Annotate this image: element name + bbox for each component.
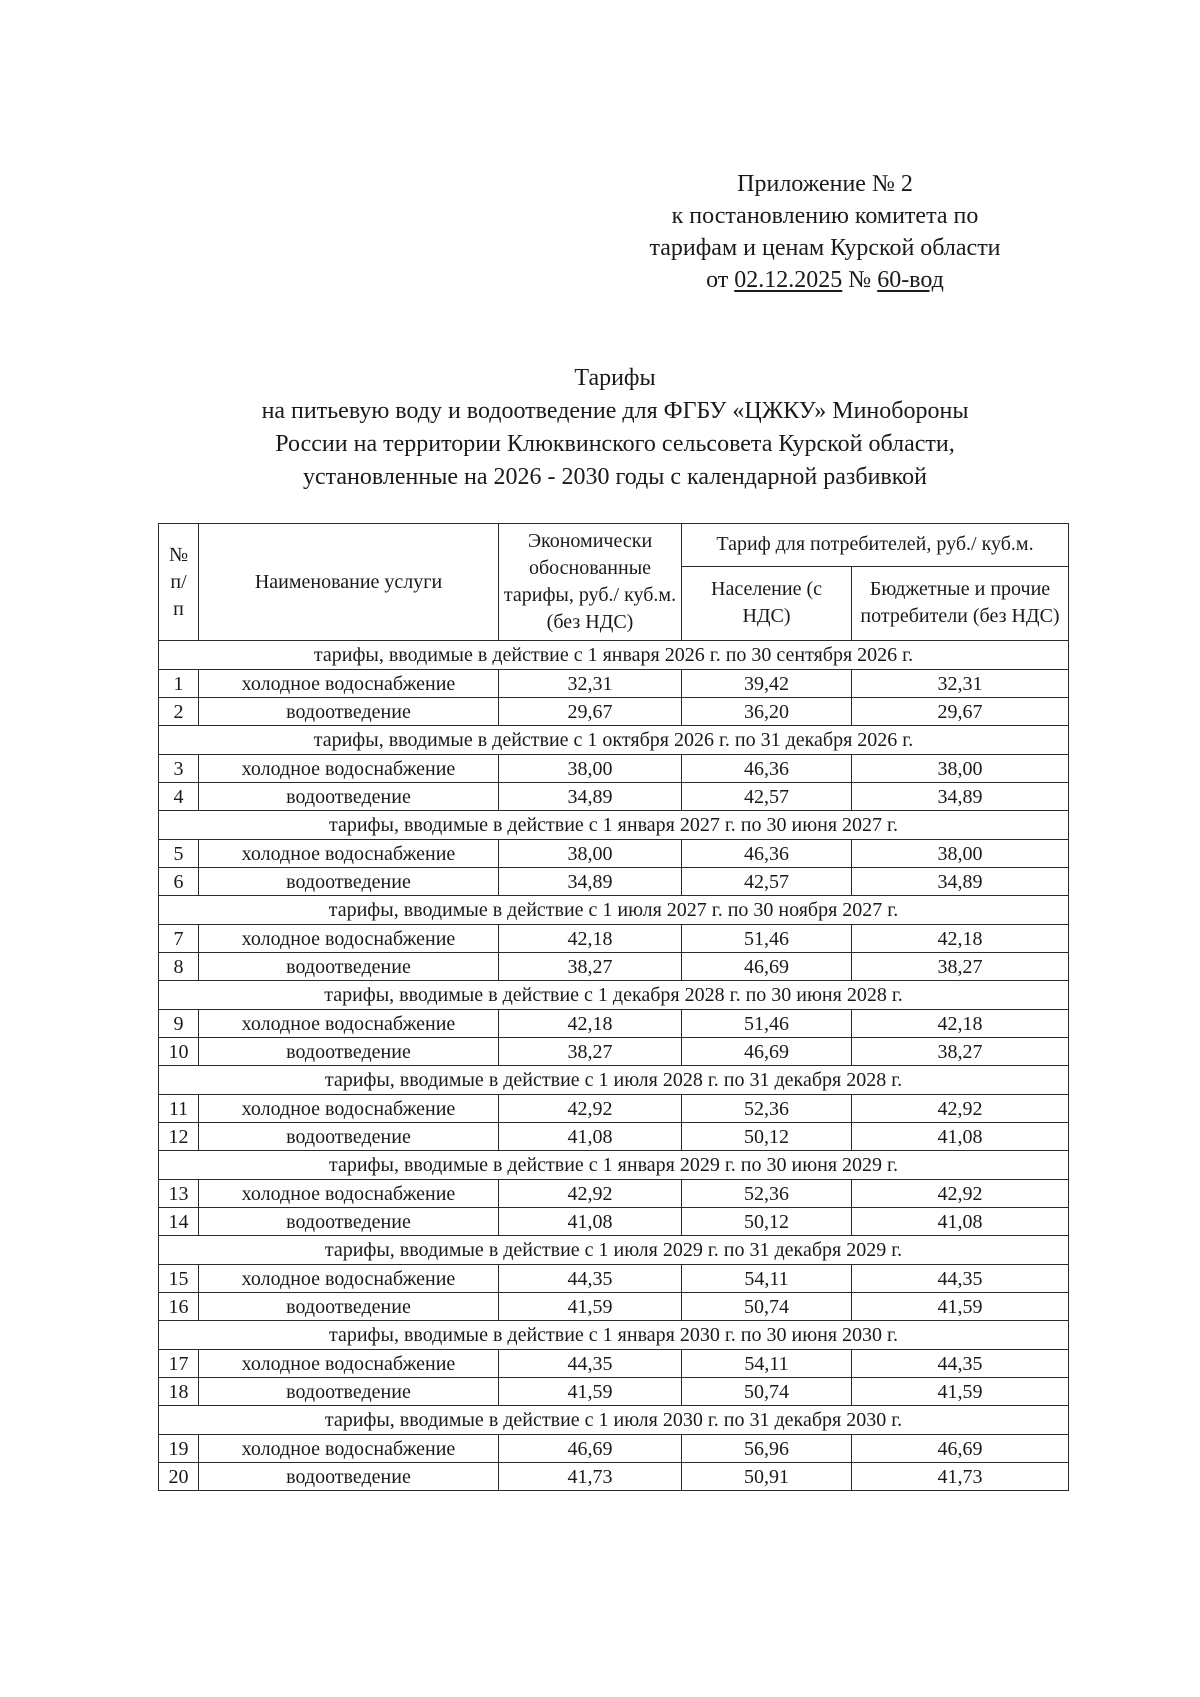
- service-name: холодное водоснабжение: [199, 670, 499, 698]
- service-name: холодное водоснабжение: [199, 1180, 499, 1208]
- period-row: [159, 1406, 1069, 1435]
- period-row: [159, 1236, 1069, 1265]
- budget-tariff-value: 42,92: [852, 1180, 1069, 1208]
- population-tariff-value: 42,57: [682, 868, 852, 896]
- period-row: [159, 1151, 1069, 1180]
- economic-tariff-value: 42,92: [499, 1180, 682, 1208]
- economic-tariff-value: 42,18: [499, 1010, 682, 1038]
- service-name: водоотведение: [199, 698, 499, 726]
- service-name: холодное водоснабжение: [199, 1095, 499, 1123]
- period-row: [159, 1066, 1069, 1095]
- economic-tariff-value: 46,69: [499, 1435, 682, 1463]
- row-number: 16: [159, 1293, 199, 1321]
- row-number: 2: [159, 698, 199, 726]
- row-number: 10: [159, 1038, 199, 1066]
- population-tariff-value: 56,96: [682, 1435, 852, 1463]
- table-row: [159, 1378, 1069, 1406]
- economic-tariff-value: 41,73: [499, 1463, 682, 1491]
- population-tariff-value: 50,91: [682, 1463, 852, 1491]
- appendix-committee-line: тарифам и ценам Курской области: [649, 235, 1001, 261]
- population-tariff-value: 46,69: [682, 953, 852, 981]
- service-name: водоотведение: [199, 1038, 499, 1066]
- header-consumer-tariff: Тариф для потребителей, руб./ куб.м.: [682, 524, 1069, 567]
- table-row: [159, 1350, 1069, 1378]
- service-name: холодное водоснабжение: [199, 1435, 499, 1463]
- budget-tariff-value: 32,31: [852, 670, 1069, 698]
- economic-tariff-value: 38,27: [499, 1038, 682, 1066]
- budget-tariff-value: 41,08: [852, 1123, 1069, 1151]
- service-name: водоотведение: [199, 868, 499, 896]
- period-label: тарифы, вводимые в действие с 1 июля 2027 г. по 30 ноября 2027 г.: [159, 896, 1069, 925]
- period-label: тарифы, вводимые в действие с 1 декабря 2028 г. по 30 июня 2028 г.: [159, 981, 1069, 1010]
- header-budget-consumers: Бюджетные и прочие потребители (без НДС): [852, 566, 1069, 640]
- service-name: водоотведение: [199, 1208, 499, 1236]
- budget-tariff-value: 29,67: [852, 698, 1069, 726]
- table-row: [159, 1095, 1069, 1123]
- appendix-title: Приложение № 2: [737, 171, 913, 197]
- population-tariff-value: 50,74: [682, 1293, 852, 1321]
- population-tariff-value: 52,36: [682, 1180, 852, 1208]
- title-line-3: России на территории Клюквинского сельсовета Курской области,: [275, 431, 955, 457]
- appendix-header: [590, 168, 1060, 296]
- budget-tariff-value: 44,35: [852, 1265, 1069, 1293]
- economic-tariff-value: 41,59: [499, 1378, 682, 1406]
- period-label: тарифы, вводимые в действие с 1 января 2027 г. по 30 июня 2027 г.: [159, 811, 1069, 840]
- population-tariff-value: 50,74: [682, 1378, 852, 1406]
- table-row: [159, 953, 1069, 981]
- table-row: [159, 1293, 1069, 1321]
- economic-tariff-value: 38,00: [499, 755, 682, 783]
- table-row: [159, 925, 1069, 953]
- budget-tariff-value: 34,89: [852, 783, 1069, 811]
- table-row: [159, 1010, 1069, 1038]
- service-name: водоотведение: [199, 783, 499, 811]
- population-tariff-value: 51,46: [682, 1010, 852, 1038]
- budget-tariff-value: 46,69: [852, 1435, 1069, 1463]
- economic-tariff-value: 42,92: [499, 1095, 682, 1123]
- population-tariff-value: 50,12: [682, 1123, 852, 1151]
- period-row: [159, 896, 1069, 925]
- row-number: 19: [159, 1435, 199, 1463]
- table-row: [159, 755, 1069, 783]
- economic-tariff-value: 32,31: [499, 670, 682, 698]
- row-number: 5: [159, 840, 199, 868]
- table-row: [159, 1435, 1069, 1463]
- period-row: [159, 981, 1069, 1010]
- service-name: водоотведение: [199, 1123, 499, 1151]
- row-number: 15: [159, 1265, 199, 1293]
- table-row: [159, 1123, 1069, 1151]
- table-row: [159, 1038, 1069, 1066]
- service-name: водоотведение: [199, 1463, 499, 1491]
- economic-tariff-value: 42,18: [499, 925, 682, 953]
- row-number: 17: [159, 1350, 199, 1378]
- budget-tariff-value: 41,08: [852, 1208, 1069, 1236]
- row-number: 7: [159, 925, 199, 953]
- population-tariff-value: 46,36: [682, 755, 852, 783]
- economic-tariff-value: 44,35: [499, 1350, 682, 1378]
- service-name: холодное водоснабжение: [199, 1010, 499, 1038]
- budget-tariff-value: 38,27: [852, 1038, 1069, 1066]
- budget-tariff-value: 42,18: [852, 925, 1069, 953]
- row-number: 3: [159, 755, 199, 783]
- service-name: холодное водоснабжение: [199, 840, 499, 868]
- date-prefix: от: [706, 267, 729, 293]
- population-tariff-value: 50,12: [682, 1208, 852, 1236]
- period-label: тарифы, вводимые в действие с 1 января 2029 г. по 30 июня 2029 г.: [159, 1151, 1069, 1180]
- budget-tariff-value: 41,73: [852, 1463, 1069, 1491]
- period-row: [159, 641, 1069, 670]
- population-tariff-value: 46,36: [682, 840, 852, 868]
- table-row: [159, 783, 1069, 811]
- period-label: тарифы, вводимые в действие с 1 января 2026 г. по 30 сентября 2026 г.: [159, 641, 1069, 670]
- row-number: 13: [159, 1180, 199, 1208]
- row-number: 11: [159, 1095, 199, 1123]
- resolution-number: 60-вод: [877, 267, 944, 293]
- row-number: 20: [159, 1463, 199, 1491]
- economic-tariff-value: 44,35: [499, 1265, 682, 1293]
- population-tariff-value: 46,69: [682, 1038, 852, 1066]
- period-label: тарифы, вводимые в действие с 1 октября 2026 г. по 31 декабря 2026 г.: [159, 726, 1069, 755]
- tariffs-table-header: [159, 524, 1069, 641]
- economic-tariff-value: 41,08: [499, 1123, 682, 1151]
- table-row: [159, 698, 1069, 726]
- table-row: [159, 1463, 1069, 1491]
- row-number: 12: [159, 1123, 199, 1151]
- budget-tariff-value: 42,18: [852, 1010, 1069, 1038]
- table-row: [159, 670, 1069, 698]
- budget-tariff-value: 38,27: [852, 953, 1069, 981]
- economic-tariff-value: 34,89: [499, 783, 682, 811]
- table-row: [159, 1265, 1069, 1293]
- economic-tariff-value: 34,89: [499, 868, 682, 896]
- header-economic-tariff: Экономически обоснованные тарифы, руб./ куб.м. (без НДС): [499, 524, 682, 641]
- period-row: [159, 726, 1069, 755]
- budget-tariff-value: 42,92: [852, 1095, 1069, 1123]
- document-title: [150, 362, 1080, 494]
- period-row: [159, 1321, 1069, 1350]
- row-number: 18: [159, 1378, 199, 1406]
- budget-tariff-value: 44,35: [852, 1350, 1069, 1378]
- population-tariff-value: 42,57: [682, 783, 852, 811]
- table-row: [159, 1180, 1069, 1208]
- economic-tariff-value: 41,59: [499, 1293, 682, 1321]
- period-label: тарифы, вводимые в действие с 1 июля 2030 г. по 31 декабря 2030 г.: [159, 1406, 1069, 1435]
- period-label: тарифы, вводимые в действие с 1 июля 2028 г. по 31 декабря 2028 г.: [159, 1066, 1069, 1095]
- row-number: 1: [159, 670, 199, 698]
- population-tariff-value: 52,36: [682, 1095, 852, 1123]
- economic-tariff-value: 38,27: [499, 953, 682, 981]
- period-label: тарифы, вводимые в действие с 1 января 2030 г. по 30 июня 2030 г.: [159, 1321, 1069, 1350]
- economic-tariff-value: 38,00: [499, 840, 682, 868]
- table-row: [159, 1208, 1069, 1236]
- number-sign: №: [848, 267, 872, 293]
- service-name: водоотведение: [199, 1293, 499, 1321]
- row-number: 9: [159, 1010, 199, 1038]
- service-name: холодное водоснабжение: [199, 755, 499, 783]
- title-line-2: на питьевую воду и водоотведение для ФГБУ «ЦЖКУ» Минобороны: [261, 398, 969, 424]
- service-name: водоотведение: [199, 953, 499, 981]
- row-number: 14: [159, 1208, 199, 1236]
- appendix-date-line: [590, 264, 1060, 296]
- population-tariff-value: 36,20: [682, 698, 852, 726]
- budget-tariff-value: 41,59: [852, 1378, 1069, 1406]
- population-tariff-value: 39,42: [682, 670, 852, 698]
- population-tariff-value: 54,11: [682, 1350, 852, 1378]
- appendix-resolution-line: к постановлению комитета по: [671, 203, 979, 229]
- resolution-date: 02.12.2025: [734, 267, 843, 293]
- row-number: 6: [159, 868, 199, 896]
- economic-tariff-value: 29,67: [499, 698, 682, 726]
- tariffs-table: [158, 523, 1069, 1491]
- table-row: [159, 868, 1069, 896]
- header-service-name: Наименование услуги: [199, 524, 499, 641]
- row-number: 4: [159, 783, 199, 811]
- budget-tariff-value: 34,89: [852, 868, 1069, 896]
- service-name: водоотведение: [199, 1378, 499, 1406]
- period-row: [159, 811, 1069, 840]
- tariffs-table-body: [159, 641, 1069, 1491]
- service-name: холодное водоснабжение: [199, 1350, 499, 1378]
- budget-tariff-value: 38,00: [852, 755, 1069, 783]
- economic-tariff-value: 41,08: [499, 1208, 682, 1236]
- service-name: холодное водоснабжение: [199, 1265, 499, 1293]
- title-line-4: установленные на 2026 - 2030 годы с календарной разбивкой: [302, 464, 928, 490]
- title-line-1: Тарифы: [574, 365, 656, 391]
- header-population: Население (с НДС): [682, 566, 852, 640]
- population-tariff-value: 51,46: [682, 925, 852, 953]
- population-tariff-value: 54,11: [682, 1265, 852, 1293]
- header-num: № п/ п: [159, 524, 199, 641]
- budget-tariff-value: 38,00: [852, 840, 1069, 868]
- row-number: 8: [159, 953, 199, 981]
- table-row: [159, 840, 1069, 868]
- service-name: холодное водоснабжение: [199, 925, 499, 953]
- period-label: тарифы, вводимые в действие с 1 июля 2029 г. по 31 декабря 2029 г.: [159, 1236, 1069, 1265]
- budget-tariff-value: 41,59: [852, 1293, 1069, 1321]
